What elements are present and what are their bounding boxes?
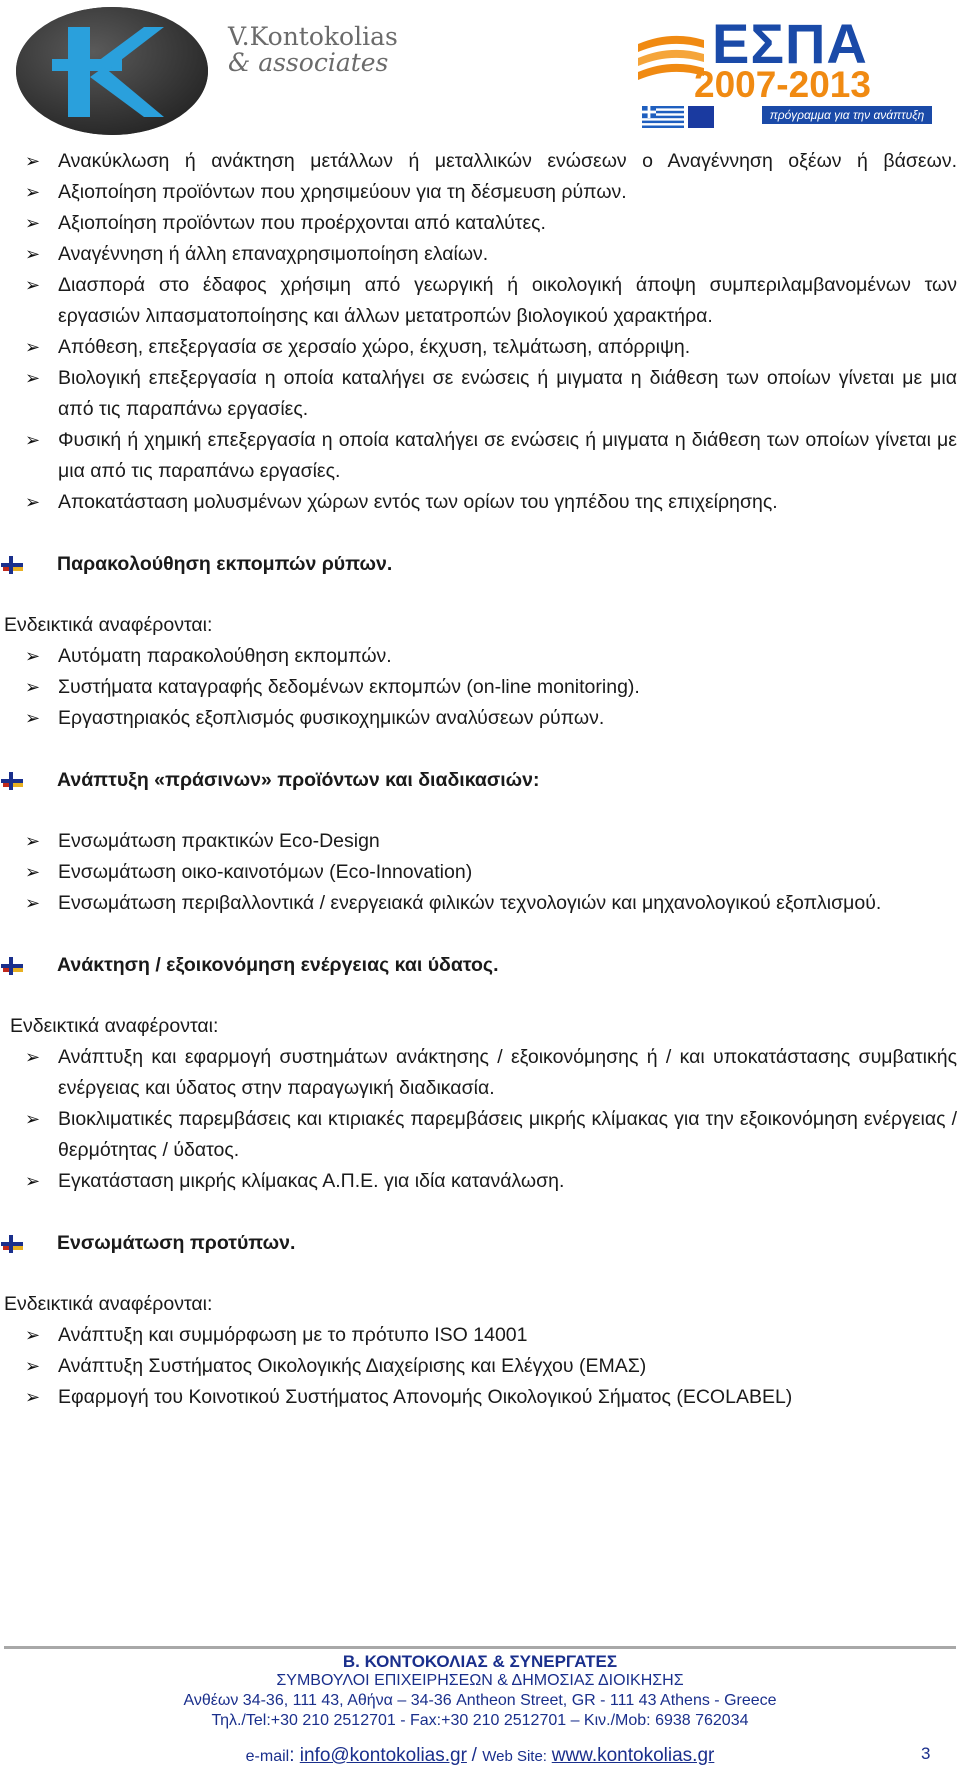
footer-company: Β. ΚΟΝΤΟΚΟΛΙΑΣ & ΣΥΝΕΡΓΑΤΕΣ: [342, 1652, 618, 1671]
section-title-text: Ενσωμάτωση προτύπων.: [57, 1232, 296, 1254]
list-item: ➢ Συστήματα καταγραφής δεδομένων εκπομπών (on-line monitoring).: [0, 672, 960, 703]
list-item: ➢ Ανάπτυξη Συστήματος Οικολογικής Διαχείρισης και Ελέγχου (ΕΜΑΣ): [0, 1351, 960, 1382]
espa-logo: [636, 12, 934, 122]
section-heading: [0, 549, 960, 580]
list-item: ➢ Φυσική ή χημική επεξεργασία η οποία καταλήγει σε ενώσεις ή μιγματα η διάθεση των οποίων γίνεται με μια από τις παραπάνω εργασίες.: [0, 425, 960, 487]
section-bullet-icon: [0, 956, 26, 976]
footer-subtitle: ΣΥΜΒΟΥΛΟΙ ΕΠΙΧΕΙΡΗΣΕΩΝ & ΔΗΜΟΣΙΑΣ ΔΙΟΙΚΗΣΗΣ: [276, 1672, 684, 1689]
section-bullet-icon: [0, 555, 26, 575]
list-item: ➢ Αναγέννηση ή άλλη επαναχρησιμοποίηση ελαίων.: [0, 239, 960, 270]
logo-line-1: V.Kontokolias: [228, 22, 398, 51]
list-item: ➢ Βιοκλιματικές παρεμβάσεις και κτιριακές παρεμβάσεις μικρής κλίμακας για την εξοικονόμηση ενέργειας / θερμότητας / ύδατος.: [0, 1104, 960, 1166]
section3-list: [0, 1042, 960, 1197]
company-logo-text: [228, 24, 398, 76]
list-item: ➢ Αυτόματη παρακολούθηση εκπομπών.: [0, 641, 960, 672]
espa-title: ΕΣΠΑ: [712, 12, 868, 75]
list-item: ➢ Εφαρμογή του Κοινοτικού Συστήματος Απονομής Οικολογικού Σήματος (ECOLABEL): [0, 1382, 960, 1413]
document-body: [0, 146, 960, 1413]
list-item: ➢ Ενσωμάτωση περιβαλλοντικά / ενεργειακά φιλικών τεχνολογιών και μηχανολογικού εξοπλισμού.: [0, 888, 960, 919]
greek-flag-icon: [642, 106, 684, 128]
section-title-text: Ανάπτυξη «πράσινων» προϊόντων και διαδικασιών:: [57, 769, 540, 791]
section-title-text: Παρακολούθηση εκπομπών ρύπων.: [57, 553, 393, 575]
list-item: ➢ Βιολογική επεξεργασία η οποία καταλήγει σε ενώσεις ή μιγματα η διάθεση των οποίων γίνεται με μια από τις παραπάνω εργασίες.: [0, 363, 960, 425]
section1-list: [0, 641, 960, 734]
list-item: ➢ Διασπορά στο έδαφος χρήσιμη από γεωργική ή οικολογική άποψη συμπεριλαμβανομένων των εργασιών λιπασματοποίησης και άλλων μετατροπών βιολογικού χαρακτήρα.: [0, 270, 960, 332]
section-intro: Ενδεικτικά αναφέρονται:: [4, 1293, 213, 1315]
list-item: ➢ Εργαστηριακός εξοπλισμός φυσικοχημικών αναλύσεων ρύπων.: [0, 703, 960, 734]
section-title-text: Ανάκτηση / εξοικονόμηση ενέργειας και ύδατος.: [57, 954, 499, 976]
top-bullet-list: [0, 146, 960, 518]
website-link[interactable]: www.kontokolias.gr: [551, 1745, 715, 1766]
list-item: ➢ Αξιοποίηση προϊόντων που χρησιμεύουν για τη δέσμευση ρύπων.: [0, 177, 960, 208]
section4-list: [0, 1320, 960, 1413]
list-item: ➢ Ενσωμάτωση οικο-καινοτόμων (Eco-Innovation): [0, 857, 960, 888]
footer-divider: [4, 1646, 956, 1649]
list-item: ➢ Ανάπτυξη και εφαρμογή συστημάτων ανάκτησης / εξοικονόμησης ή / και υποκατάστασης συμβατικής ενέργειας και ύδατος στην παραγωγική διαδικασία.: [0, 1042, 960, 1104]
list-item: ➢ Ανακύκλωση ή ανάκτηση μετάλλων ή μεταλλικών ενώσεων ο Αναγέννηση οξέων ή βάσεων.: [0, 146, 960, 177]
section-bullet-icon: [0, 771, 26, 791]
list-item: ➢ Αποκατάσταση μολυσμένων χώρων εντός των ορίων του γηπέδου της επιχείρησης.: [0, 487, 960, 518]
section-intro: Ενδεικτικά αναφέρονται:: [4, 614, 213, 636]
espa-years: 2007-2013: [694, 64, 871, 105]
section-bullet-icon: [0, 1234, 26, 1254]
list-item: ➢ Απόθεση, επεξεργασία σε χερσαίο χώρο, έκχυση, τελμάτωση, απόρριψη.: [0, 332, 960, 363]
section-heading: [0, 950, 960, 981]
email-label: e-mail: [245, 1748, 290, 1765]
espa-tagline: πρόγραμμα για την ανάπτυξη: [762, 106, 932, 124]
page-number: 3: [921, 1744, 931, 1763]
eu-flag-icon: [688, 106, 714, 128]
list-item: ➢ Ενσωμάτωση πρακτικών Eco-Design: [0, 826, 960, 857]
logo-line-2: & associates: [228, 48, 389, 77]
section-intro: Ενδεικτικά αναφέρονται:: [10, 1015, 219, 1037]
page-footer: [0, 1652, 960, 1768]
list-item: ➢ Εγκατάσταση μικρής κλίμακας Α.Π.Ε. για ιδία κατανάλωση.: [0, 1166, 960, 1197]
footer-phones: Τηλ./Tel:+30 210 2512701 - Fax:+30 210 2512701 – Κιν./Mob: 6938 762034: [211, 1712, 749, 1729]
section-heading: [0, 765, 960, 796]
website-label: Web Site:: [482, 1748, 547, 1765]
footer-address: Ανθέων 34-36, 111 43, Αθήνα – 34-36 Antheon Street, GR - 111 43 Athens - Greece: [183, 1692, 777, 1709]
list-item: ➢ Ανάπτυξη και συμμόρφωση με το πρότυπο ISO 14001: [0, 1320, 960, 1351]
list-item: ➢ Αξιοποίηση προϊόντων που προέρχονται από καταλύτες.: [0, 208, 960, 239]
section-heading: [0, 1228, 960, 1259]
section2-list: [0, 826, 960, 919]
email-link[interactable]: info@kontokolias.gr: [299, 1745, 467, 1766]
company-logo: [12, 5, 212, 137]
footer-contact: e-mail: info@kontokolias.gr / Web Site: www.kontokolias.gr: [245, 1745, 715, 1766]
